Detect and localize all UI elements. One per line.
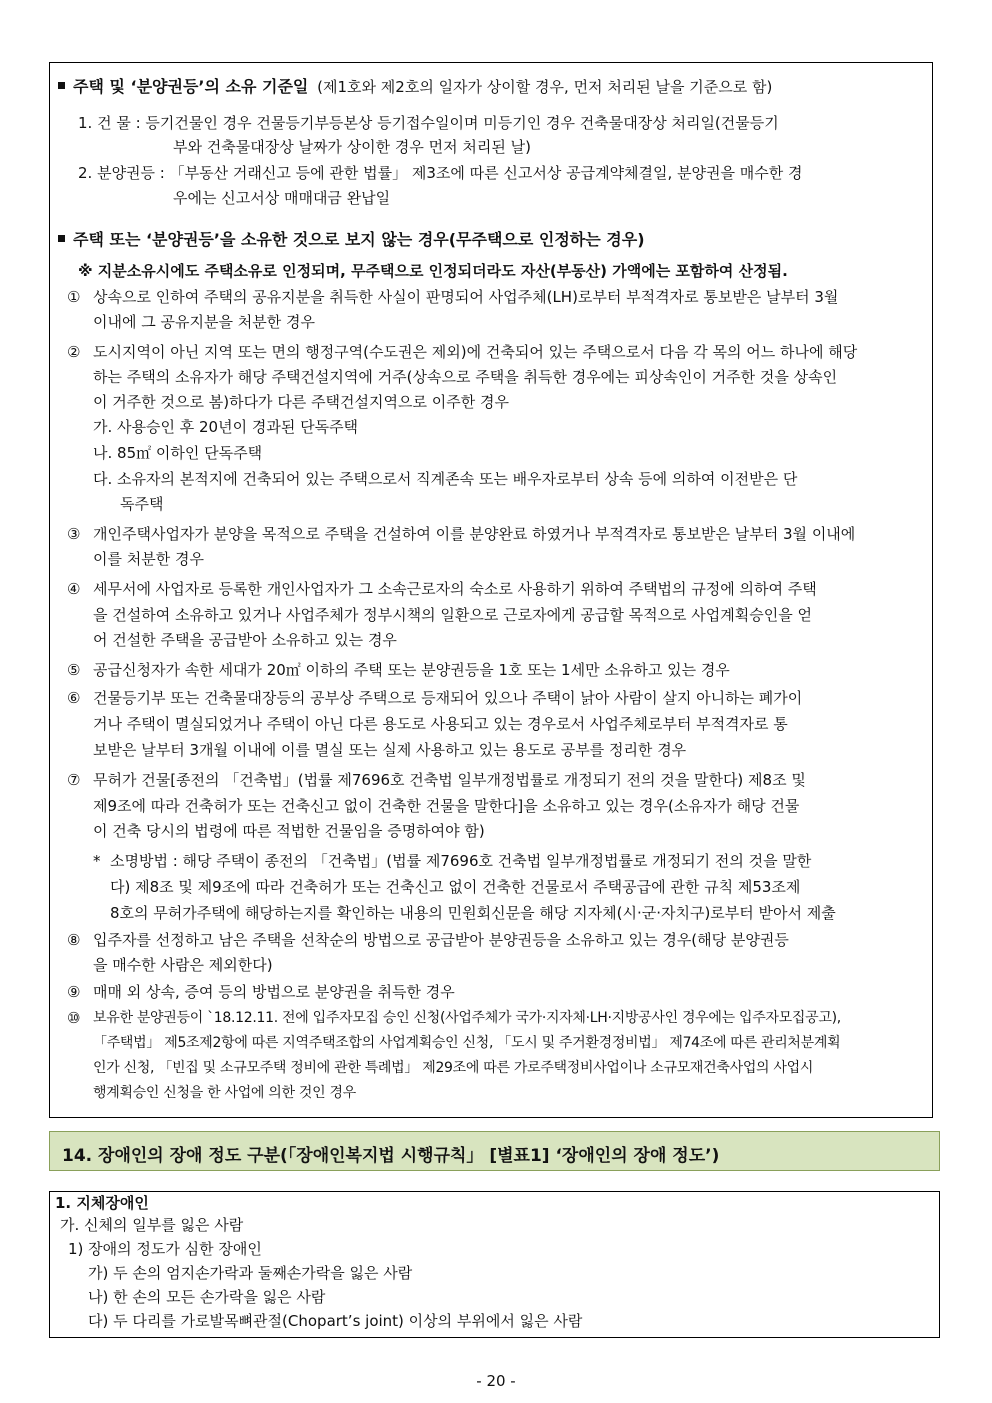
item-line: 입주자를 선정하고 남은 주택을 선착순의 방법으로 공급받아 분양권등을 소유하고 있는 경우(해당 분양권등 [93,931,789,949]
disability-item: 가) 두 손의 엄지손가락과 둘째손가락을 잃은 사람 [88,1264,413,1282]
presale-criteria-line2: 우에는 신고서상 매매대금 완납일 [173,189,391,207]
item-line: 이내에 그 공유지분을 처분한 경우 [93,313,315,331]
non-ownership-title: 주택 또는 ‘분양권등’을 소유한 것으로 보지 않는 경우(무주택으로 인정하는 경우) [73,230,645,249]
item-line: 행계획승인 신청을 한 사업에 의한 것인 경우 [93,1085,356,1101]
building-criteria-line2: 부와 건축물대장상 날짜가 상이한 경우 먼저 처리된 날) [173,138,532,156]
sub-item-line: 나. 85㎡ 이하인 단독주택 [93,444,263,462]
disability-sub: 가. 신체의 일부를 잃은 사람 [60,1216,244,1234]
square-bullet-icon [58,235,65,242]
proof-note-marker: * [93,852,101,870]
item-number: ③ [67,525,81,543]
ownership-basis-heading [58,77,772,97]
item-number: ② [67,343,81,361]
item-number: ⑩ [67,1009,81,1027]
item-line: 도시지역이 아닌 지역 또는 면의 행정구역(수도권은 제외)에 건축되어 있는 주택으로서 다음 각 목의 어느 하나에 해당 [93,343,858,361]
item-line: 상속으로 인하여 주택의 공유지분을 취득한 사실이 판명되어 사업주체(LH)로부터 부적격자로 통보받은 날부터 3월 [93,288,839,306]
item-line: 보유한 분양권등이 `18.12.11. 전에 입주자모집 승인 신청(사업주체가 국가·지자체·LH·지방공사인 경우에는 입주자모집공고), [93,1010,841,1026]
disability-level: 1) 장애의 정도가 심한 장애인 [68,1240,262,1258]
item-line: 이 거주한 것으로 봄)하다가 다른 주택건설지역으로 이주한 경우 [93,393,509,411]
sub-item-line: 다. 소유자의 본적지에 건축되어 있는 주택으로서 직계존속 또는 배우자로부터 상속 등에 의하여 이전받은 단 [93,470,798,488]
sub-item-line: 가. 사용승인 후 20년이 경과된 단독주택 [93,418,359,436]
item-line: 공급신청자가 속한 세대가 20㎡ 이하의 주택 또는 분양권등을 1호 또는 1세만 소유하고 있는 경우 [93,661,730,679]
item-line: 이를 처분한 경우 [93,550,204,568]
section14-title: 14. 장애인의 장애 정도 구분(「장애인복지법 시행규칙」 [별표1] ‘장애인의 장애 정도’) [62,1146,720,1166]
proof-note-line: 소명방법 : 해당 주택이 종전의 「건축법」(법률 제7696호 건축법 일부개정법률로 개정되기 전의 것을 말한 [110,852,812,870]
item-line: 하는 주택의 소유자가 해당 주택건설지역에 거주(상속으로 주택을 취득한 경우에는 피상속인이 거주한 것을 상속인 [93,368,838,386]
disability-heading: 1. 지체장애인 [55,1194,149,1212]
item-line: 이 건축 당시의 법령에 따른 적법한 건물임을 증명하여야 함) [93,822,485,840]
item-line: 어 건설한 주택을 공급받아 소유하고 있는 경우 [93,631,397,649]
section14-header [49,1131,940,1171]
proof-note-line: 8호의 무허가주택에 해당하는지를 확인하는 내용의 민원회신문을 해당 지자체(시·군·자치구)로부터 받아서 제출 [110,904,836,922]
item-number: ⑨ [67,983,81,1001]
item-line: 개인주택사업자가 분양을 목적으로 주택을 건설하여 이를 분양완료 하였거나 부적격자로 통보받은 날부터 3월 이내에 [93,525,856,543]
item-line: 제9조에 따라 건축허가 또는 건축신고 없이 건축한 건물을 말한다]을 소유하고 있는 경우(소유자가 해당 건물 [93,797,800,815]
item-number: ⑧ [67,931,81,949]
item-number: ① [67,288,81,306]
item-line: 을 건설하여 소유하고 있거나 사업주체가 정부시책의 일환으로 근로자에게 공급할 목적으로 사업계획승인을 얻 [93,606,812,624]
item-line: 을 매수한 사람은 제외한다) [93,956,273,974]
disability-item: 나) 한 손의 모든 손가락을 잃은 사람 [88,1288,326,1306]
sub-item-line: 독주택 [120,495,164,513]
ownership-basis-note: (제1호와 제2호의 일자가 상이할 경우, 먼저 처리된 날을 기준으로 함) [317,78,773,96]
item-line: 세무서에 사업자로 등록한 개인사업자가 그 소속근로자의 숙소로 사용하기 위하여 주택법의 규정에 의하여 주택 [93,580,817,598]
page-number: - 20 - [476,1372,516,1390]
non-ownership-note: ※ 지분소유시에도 주택소유로 인정되며, 무주택으로 인정되더라도 자산(부동산) 가액에는 포함하여 산정됨. [78,262,788,280]
ownership-basis-title: 주택 및 ‘분양권등’의 소유 기준일 [73,77,309,96]
proof-note-line: 다) 제8조 및 제9조에 따라 건축허가 또는 건축신고 없이 건축한 건물로서 주택공급에 관한 규칙 제53조제 [110,878,801,896]
disability-item: 다) 두 다리를 가로발목뼈관절(Chopart’s joint) 이상의 부위에서 잃은 사람 [88,1312,583,1330]
non-ownership-heading [58,230,645,250]
item-line: 무허가 건물[종전의 「건축법」(법률 제7696호 건축법 일부개정법률로 개정되기 전의 것을 말한다) 제8조 및 [93,771,806,789]
square-bullet-icon [58,82,65,89]
item-line: 매매 외 상속, 증여 등의 방법으로 분양권을 취득한 경우 [93,983,455,1001]
item-number: ⑤ [67,661,81,679]
item-number: ④ [67,580,81,598]
item-line: 인가 신청, 「빈집 및 소규모주택 정비에 관한 특례법」 제29조에 따른 가로주택정비사업이나 소규모재건축사업의 사업시 [93,1060,814,1076]
item-number: ⑥ [67,689,81,707]
item-line: 건물등기부 또는 건축물대장등의 공부상 주택으로 등재되어 있으나 주택이 낡아 사람이 살지 아니하는 폐가이 [93,689,803,707]
item-line: 「주택법」 제5조제2항에 따른 지역주택조합의 사업계획승인 신청, 「도시 및 주거환경정비법」 제74조에 따른 관리처분계획 [93,1035,841,1051]
presale-criteria-line1: 2. 분양권등 : 「부동산 거래신고 등에 관한 법률」 제3조에 따른 신고서상 공급계약체결일, 분양권을 매수한 경 [78,164,803,182]
item-number: ⑦ [67,771,81,789]
building-criteria-line1: 1. 건 물 : 등기건물인 경우 건물등기부등본상 등기접수일이며 미등기인 경우 건축물대장상 처리일(건물등기 [78,114,779,132]
item-line: 거나 주택이 멸실되었거나 주택이 아닌 다른 용도로 사용되고 있는 경우로서 사업주체로부터 부적격자로 통 [93,715,788,733]
item-line: 보받은 날부터 3개월 이내에 이를 멸실 또는 실제 사용하고 있는 용도로 공부를 정리한 경우 [93,741,687,759]
